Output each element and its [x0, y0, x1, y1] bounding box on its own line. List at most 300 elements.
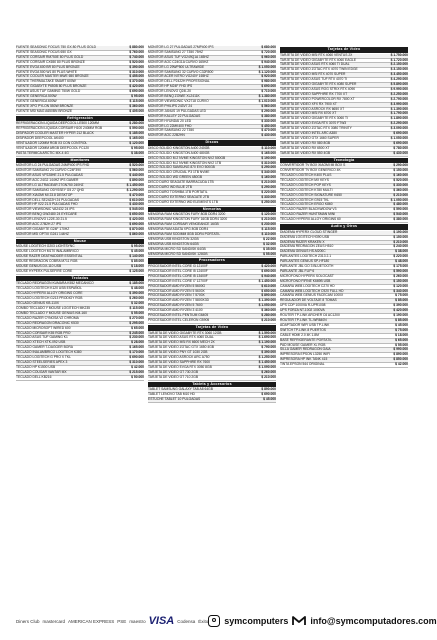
section-items	[280, 164, 408, 223]
product-name: TARJETA DE VIDEO ASUS RTX 4060 TI DUAL	[280, 62, 350, 67]
product-name: FUENTE COOLER MASTER MWE 650 BRONZE	[16, 74, 89, 79]
product-price: $ 310.000	[129, 69, 144, 74]
product-name: REFRIGERACION LIQUIDA DEEPCOOL LE500 120MM	[16, 121, 99, 126]
product-name: TARJETA DE VIDEO RX 550 4GB	[280, 150, 331, 155]
payment-brand-logo: Diners Club	[16, 618, 40, 624]
product-name: MONITOR LENOVO Q24I-20	[148, 89, 191, 94]
product-price: $ 610.000	[261, 283, 276, 288]
product-price: $ 230.000	[261, 222, 276, 227]
product-name: MONITOR SAMSUNG ODYSSEY G5 27 QHD	[16, 187, 85, 192]
product-price: $ 290.000	[261, 108, 276, 113]
product-name: TARJETA DE VIDEO POWERCOLOR RX 7800 XT	[280, 96, 355, 101]
product-price: $ 330.000	[261, 118, 276, 123]
product-name: DISCO SOLIDO M.2 NVME KINGSTON NV2 500GB	[148, 155, 226, 160]
product-name: PROCESADOR INTEL CORE I5 13400F	[148, 273, 208, 278]
product-name: MOUSE REDRAGON COBRA M711 RGB	[16, 259, 78, 264]
price-row	[148, 253, 276, 258]
product-price: $ 210.000	[393, 192, 408, 197]
product-name: CABLE HDMI 2.0 4K 1.8M	[280, 332, 319, 337]
product-name: TECLADO LOGITECH MX KEYS	[280, 177, 329, 182]
product-name: MONITOR LG 29WP500 ULTRAWIDE	[148, 64, 205, 69]
section-header: Tarjetas de Video	[148, 325, 276, 331]
product-name: TECLADO LOGITECH G915 TKL	[280, 197, 330, 202]
product-price: $ 42.000	[395, 362, 408, 367]
product-name: PROCESADOR INTEL CELERON G5905	[148, 318, 210, 322]
product-name: DISCO SOLIDO M.2 NVME KINGSTON NV2 1TB	[148, 160, 222, 165]
product-price: $ 420.000	[261, 264, 276, 269]
product-price: $ 690.000	[129, 89, 144, 94]
product-name: TECLADO LOGITECH K120 USB ESPAÑOL	[16, 286, 82, 291]
product-price: $ 720.000	[261, 49, 276, 54]
product-name: MONITOR LG 24 PULGADAS 24MP400 IPS FHD	[16, 163, 90, 168]
section-header: Tablets y Accesorios	[148, 382, 276, 388]
product-price: $ 470.000	[129, 192, 144, 197]
product-price: $ 210.000	[393, 239, 408, 244]
social-contacts	[208, 615, 436, 627]
product-price: $ 590.000	[393, 207, 408, 212]
product-price: $ 85.000	[131, 259, 144, 264]
product-name: TECLADO HYPERX ALLOY ORIGINS 60	[280, 217, 341, 222]
product-name: TARJETA DE VIDEO GT 730 2GB	[148, 369, 199, 374]
product-name: PROCESADOR INTEL CORE I5 12400F	[148, 268, 208, 273]
product-price: $ 710.000	[261, 89, 276, 94]
product-name: MOUSE HYPERX PULSEFIRE CORE	[16, 268, 73, 273]
product-name: MONITOR AOC 27B2H 27 IPS	[16, 222, 62, 227]
product-price: $ 280.000	[261, 313, 276, 318]
product-price: $ 230.000	[129, 335, 144, 340]
payment-brand-logo: mastercard	[42, 618, 66, 624]
product-name: DISCO SOLIDO KINGSTON A400 480GB	[148, 150, 210, 155]
product-name: TECLADO STEELSERIES APEX 3	[16, 359, 68, 364]
payment-brand-logo: AMERICAN EXPRESS	[68, 618, 115, 624]
product-price: $ 1.450.000	[258, 278, 276, 283]
section-header: Tecnología	[280, 158, 408, 164]
product-name: TARJETA DE VIDEO PNY GT 1030 2GB	[148, 350, 208, 355]
product-name: PROCESADOR INTEL PENTIUM G6405	[148, 313, 209, 318]
product-name: MEMORIA RAM KINGSTON FURY 16GB DDR4 3200	[148, 217, 228, 222]
product-name: TECLADO HP K1500 USB	[16, 364, 56, 369]
product-name: FUENTE GIGABYTE P650B 80 PLUS BRONZE	[16, 84, 87, 89]
product-price: $ 50.000	[131, 374, 144, 379]
product-price: $ 75.000	[395, 293, 408, 298]
product-name: UPS CDP 1000VA R-UPR1008	[280, 303, 326, 308]
product-name: MONITOR LG 22MK400 FHD	[148, 123, 192, 128]
product-price: $ 690.000	[393, 131, 408, 136]
product-name: TECLADO MICROSOFT WIRED 600	[16, 325, 71, 330]
product-price: $ 95.000	[131, 94, 144, 99]
product-name: TECLADO REDRAGON KUMARA K552 MECANICO	[16, 281, 94, 286]
product-name: UPS FORZA NT-1002 1000VA	[280, 308, 325, 313]
product-price: $ 140.000	[129, 254, 144, 259]
product-price: $ 48.000	[131, 286, 144, 291]
product-name: MONITOR DELL SE2422H 24 PULGADAS	[16, 197, 80, 202]
product-price: $ 250.000	[261, 199, 276, 204]
product-name: MONITOR ASUS TUF VG249Q1A 165HZ	[148, 54, 209, 59]
product-price: $ 260.000	[129, 296, 144, 301]
product-price: $ 165.000	[129, 345, 144, 350]
product-price: $ 32.000	[131, 301, 144, 306]
product-price: $ 590.000	[129, 126, 144, 131]
product-name: TECLADO XTECH XTK-092 USB	[16, 340, 66, 345]
product-price: $ 650.000	[129, 212, 144, 217]
product-price: $ 405.000	[129, 108, 144, 113]
section-items	[16, 282, 144, 380]
product-name: TARJETA DE VIDEO ZOTAC RTX 4070 TWIN EDGE	[280, 67, 358, 72]
product-price: $ 175.000	[393, 264, 408, 269]
product-name: MICROFONO HYPERX SOLOCAST	[280, 273, 334, 278]
product-price: $ 610.000	[129, 197, 144, 202]
product-name: DISCO DURO WD BLUE 2TB	[148, 185, 192, 190]
product-name: SWITCH TP-LINK 8 PUERTOS	[280, 327, 326, 332]
product-price: $ 1.450.000	[258, 359, 276, 364]
product-price: $ 1.050.000	[390, 136, 408, 140]
product-name: MONITOR JANUS 19 PULGADAS LED	[148, 108, 207, 113]
payment-brands	[16, 615, 208, 627]
product-name: MONITOR SAMSUNG 22 T350	[148, 128, 195, 133]
product-name: MONITOR AOC 22B2HN	[148, 133, 185, 138]
product-name: FUENTE EVGA 500 W1 80 PLUS WHITE	[16, 69, 78, 74]
product-name: FUENTE SEASONIC FOCUS 750 GX 80 PLUS GOLD	[16, 45, 97, 49]
section-items	[16, 46, 144, 115]
product-name: DISCO SOLIDO KINGSTON A400 240GB	[148, 145, 210, 150]
product-price: $ 430.000	[393, 150, 408, 155]
product-name: DISCO SOLIDO CRUCIAL P3 1TB NVME	[148, 170, 210, 175]
product-name: CAMARA WEB GENIUS FACECAM 1000X	[280, 293, 344, 298]
product-price: $ 370.000	[129, 79, 144, 84]
product-name: FUENTE THERMALTAKE SMART 600W	[16, 79, 76, 84]
price-row	[16, 233, 144, 238]
price-column	[16, 46, 144, 403]
product-price: $ 890.000	[261, 387, 276, 392]
product-price: $ 960.000	[261, 54, 276, 59]
product-name: TECLADO DELL KB216	[16, 374, 52, 379]
product-name: MONITOR BENQ GW2480 24 EYECARE	[16, 212, 77, 217]
product-price: $ 1.890.000	[390, 116, 408, 121]
product-name: TARJETA DE VIDEO MSI RTX 4070 SUPER	[280, 72, 346, 77]
product-name: DIADEMA HYPERX CLOUD STINGER	[280, 229, 338, 234]
product-name: TARJETA DE VIDEO ASUS TUF RTX 4070 TI	[280, 77, 348, 82]
product-price: $ 760.000	[129, 49, 144, 54]
product-price: $ 1.690.000	[258, 335, 276, 340]
product-price: $ 690.000	[393, 140, 408, 145]
product-name: COMBO TECLADO Y MOUSE LOGITECH MK235	[16, 305, 91, 310]
product-price: $ 160.000	[261, 175, 276, 180]
product-name: PARLANTE JBL GO 3 BLUETOOTH	[280, 264, 334, 269]
product-price: $ 850.000	[393, 357, 408, 362]
product-name: MONITOR LG 27 PULGADAS 27MP400 IPS	[148, 45, 214, 49]
product-name: TARJETA DE VIDEO GIGABYTE RTX 4060 EAGLE	[280, 57, 357, 62]
product-price: $ 2.790.000	[390, 96, 408, 101]
product-price: $ 245.000	[129, 330, 144, 335]
product-price: $ 940.000	[261, 59, 276, 64]
product-price: $ 260.000	[261, 369, 276, 374]
product-name: TECLADO INALAMBRICO LOGITECH K380	[16, 350, 82, 355]
product-name: TECLADO CORSAIR K55 RGB PRO	[16, 330, 71, 335]
product-price: $ 165.000	[129, 136, 144, 140]
product-name: MONITOR HYUNDAI 20 LED	[148, 118, 192, 123]
product-price: $ 190.000	[393, 313, 408, 318]
product-name: TABLET LENOVO TAB M10 HD	[148, 392, 195, 397]
price-row	[148, 376, 276, 381]
product-name: FUENTE EVGA 600 BR 80 PLUS BRONZE	[16, 64, 80, 69]
product-name: TINTA EPSON 544 ORIGINAL	[280, 362, 325, 367]
section-header: Monitores	[16, 158, 144, 164]
product-price: $ 330.000	[261, 194, 276, 199]
product-name: TECLADO RAZER CYNOSA V2 CHROMA	[16, 315, 79, 320]
price-row	[148, 319, 276, 324]
product-price: $ 360.000	[129, 103, 144, 108]
price-row	[16, 270, 144, 275]
product-price: $ 340.000	[261, 170, 276, 175]
product-name: FUENTE GENERICA 500W	[16, 94, 57, 99]
product-price: $ 28.000	[131, 340, 144, 345]
product-name: MOUSE LOGITECH G203 LIGHTSYNC	[16, 244, 75, 249]
product-price: $ 1.120.000	[258, 69, 276, 74]
product-price: $ 420.000	[129, 217, 144, 222]
product-price: $ 215.000	[129, 369, 144, 374]
product-name: DISCO SOLIDO SAMSUNG 870 EVO 500GB	[148, 165, 215, 170]
price-row	[16, 152, 144, 157]
product-price: $ 690.000	[129, 355, 144, 360]
product-price: $ 75.000	[395, 327, 408, 332]
product-price: $ 210.000	[261, 318, 276, 322]
price-column	[280, 46, 408, 403]
email-link[interactable]: info@symcomputadores.com	[310, 616, 437, 626]
product-name: PROCESADOR AMD RYZEN 5 7600	[148, 303, 203, 308]
section-header: Procesadores	[148, 258, 276, 264]
product-price: $ 185.000	[129, 281, 144, 286]
section-items	[148, 213, 276, 257]
section-items	[148, 332, 276, 381]
product-name: TECLADO LOGITECH POP KEYS	[280, 182, 331, 187]
product-name: TARJETA DE VIDEO GT 710 2GB	[148, 374, 199, 379]
product-price: $ 360.000	[261, 308, 276, 313]
product-name: TECLADO LOGITECH K780 MULTI	[280, 187, 333, 192]
product-price: $ 290.000	[261, 185, 276, 190]
product-price: $ 470.000	[261, 128, 276, 133]
product-price: $ 85.000	[395, 298, 408, 303]
product-price: $ 520.000	[393, 177, 408, 182]
product-name: TECLADO LOGITECH SIGNATURE K650	[280, 192, 342, 197]
product-name: PROCESADOR AMD RYZEN 5 5600X	[148, 288, 205, 293]
product-price: $ 1.190.000	[258, 340, 276, 345]
payment-brand-logo: Codensa	[177, 618, 196, 624]
section-items	[16, 164, 144, 238]
product-name: MONITOR DELL P2422H PROFESIONAL	[148, 79, 210, 84]
product-name: PROCESADOR INTEL CORE I3 12100F	[148, 264, 208, 269]
product-price: $ 115.000	[129, 305, 144, 310]
product-name: DIADEMA RAZER KRAKEN X	[280, 239, 325, 244]
product-price: $ 455.000	[129, 74, 144, 79]
product-price: $ 590.000	[393, 268, 408, 273]
section-header: Teclados	[16, 276, 144, 282]
product-price: $ 42.000	[131, 364, 144, 369]
product-price: $ 38.000	[131, 150, 144, 155]
product-price: $ 1.290.000	[126, 187, 144, 192]
instagram-handle[interactable]: symcomputers	[224, 616, 289, 626]
product-price: $ 18.000	[131, 264, 144, 269]
product-price: $ 440.000	[129, 173, 144, 178]
product-name: MONITOR HP M24F FHD IPS	[148, 84, 193, 89]
product-price: $ 295.000	[129, 320, 144, 325]
product-price: $ 980.000	[261, 79, 276, 84]
footer	[16, 608, 437, 634]
product-price: $ 65.000	[395, 337, 408, 342]
product-price: $ 450.000	[261, 123, 276, 128]
product-name: MOUSE GENIUS DX-110 USB	[16, 264, 62, 269]
product-name: DIADEMA LOGITECH H390 USB	[280, 234, 330, 239]
product-price: $ 940.000	[261, 273, 276, 278]
product-name: MOUSE RAZER DEATHADDER ESSENTIAL	[16, 254, 83, 259]
product-price: $ 390.000	[393, 303, 408, 308]
product-price: $ 390.000	[129, 64, 144, 69]
product-name: ROUTER TP-LINK TL-WR840N	[280, 318, 327, 322]
product-name: MONITOR LENOVO L22E-30 21.5	[16, 217, 67, 222]
product-name: REGULADOR DE VOLTAJE 8 TOMAS	[280, 298, 337, 303]
product-price: $ 125.000	[129, 268, 144, 273]
product-price: $ 1.720.000	[390, 57, 408, 62]
product-price: $ 3.990.000	[390, 101, 408, 106]
product-price: $ 210.000	[261, 180, 276, 185]
product-price: $ 260.000	[393, 273, 408, 278]
payment-brand-logo: Éxito	[198, 618, 209, 624]
product-price: $ 690.000	[261, 84, 276, 89]
product-price: $ 170.000	[129, 350, 144, 355]
product-name: MEMORIA RAM ADATA XPG 8GB DDR4	[148, 227, 209, 231]
product-name: TARJETA DE VIDEO ZOTAC GTX 1650 4GB	[148, 345, 214, 350]
product-price: $ 150.000	[393, 278, 408, 283]
product-price: $ 560.000	[261, 103, 276, 108]
product-name: DISCO DURO TOSHIBA 1TB PORTATIL	[148, 189, 208, 194]
product-name: DISIPADOR DEEPCOOL AK400	[16, 136, 64, 140]
product-name: TECLADO LOGITECH G PRO X TKL	[16, 355, 71, 360]
product-price: $ 420.000	[393, 308, 408, 313]
product-name: PASTA TERMICA ARCTIC MX-4 4G	[16, 150, 69, 155]
product-price: $ 890.000	[393, 352, 408, 357]
product-price: $ 190.000	[261, 155, 276, 160]
mail-icon	[292, 616, 306, 626]
product-price: $ 690.000	[129, 222, 144, 227]
product-name: TARJETA DE VIDEO ASUS ROG STRIX RTX 4090	[280, 86, 356, 91]
section-header: Mouse	[16, 239, 144, 245]
section-items	[148, 388, 276, 403]
product-name: TARJETA DE VIDEO ZOTAC RTX 3080 TRINITY	[280, 126, 352, 131]
product-name: FUENTE CORSAIR RM750E 80 PLUS GOLD	[16, 54, 84, 59]
product-name: VENTILADOR 120MM ARGB DEEPCOOL FC120	[16, 145, 89, 150]
product-price: $ 990.000	[393, 347, 408, 352]
product-price: $ 2.150.000	[390, 62, 408, 67]
product-price: $ 270.000	[129, 315, 144, 320]
product-price: $ 1.450.000	[126, 182, 144, 187]
product-price: $ 870.000	[129, 227, 144, 231]
product-name: MICROFONO FIFINE K669B USB	[280, 278, 331, 283]
product-price: $ 1.050.000	[258, 303, 276, 308]
product-price: $ 430.000	[129, 202, 144, 207]
product-price: $ 860.000	[129, 231, 144, 236]
product-name: ESTUCHE TABLET 10 PULGADAS	[148, 396, 201, 401]
product-price: $ 880.000	[129, 45, 144, 49]
product-name: MONITOR ACER NITRO VG240Y 165HZ	[148, 74, 209, 79]
product-name: TARJETA DE VIDEO MSI RX 6700 XT	[280, 111, 337, 116]
product-name: VENTILADOR 120MM RGB X3 CON CONTROL	[16, 140, 88, 145]
product-name: PROCESADOR INTEL CORE I7 12700F	[148, 278, 208, 283]
product-price: $ 1.050.000	[390, 197, 408, 202]
product-price: $ 120.000	[261, 212, 276, 217]
price-row	[280, 363, 408, 368]
section-items	[148, 265, 276, 324]
product-name: ADAPTADOR WIFI USB TP-LINK	[280, 322, 330, 327]
product-name: MONITOR GIGABYTE G24F 170HZ	[16, 227, 70, 231]
product-price: $ 35.000	[263, 246, 276, 251]
product-name: MONITOR ASUS VP228HE 21.5 PULGADAS	[16, 173, 83, 178]
product-name: TABLET SAMSUNG GALAXY TAB A8 64GB	[148, 387, 213, 392]
product-name: FUENTE MSI MAG A650BN BRONZE	[16, 108, 73, 113]
price-row	[148, 398, 276, 403]
product-price: $ 330.000	[393, 182, 408, 187]
section-header: Audio y Otros	[280, 224, 408, 230]
product-price: $ 690.000	[261, 392, 276, 397]
product-price: $ 210.000	[261, 374, 276, 379]
product-price: $ 540.000	[393, 212, 408, 217]
product-price: $ 390.000	[129, 291, 144, 296]
product-price: $ 420.000	[129, 84, 144, 89]
product-price: $ 1.790.000	[390, 111, 408, 116]
product-name: TECLADO REDRAGON DRACONIC K530	[16, 320, 79, 325]
product-price: $ 2.290.000	[390, 121, 408, 126]
product-price: $ 1.250.000	[258, 355, 276, 360]
product-name: TARJETA DE VIDEO GIGABYTE RTX 4080 SUPER	[280, 82, 357, 87]
product-name: PROCESADOR AMD RYZEN 5 5600G	[148, 283, 206, 288]
product-name: TECLADO LOGITECH ERGO K860	[280, 202, 333, 207]
product-price: $ 45.000	[263, 396, 276, 401]
section-header: Memorias	[148, 207, 276, 213]
product-price: $ 280.000	[129, 121, 144, 126]
product-name: MEMORIA RAM KINGSTON FURY 8GB DDR4 3200	[148, 212, 226, 217]
product-name: TECLADO LOGITECH G213 PRODIGY RGB	[16, 296, 83, 301]
payment-brand-logo: VISA	[148, 615, 175, 627]
product-name: MONITOR AOC C24G1A CURVO 165HZ	[148, 59, 209, 64]
product-name: REFRIGERACION LIQUIDA CORSAIR H100 240MM RGB	[16, 126, 103, 131]
product-name: TARJETA DE VIDEO MSI RTX 4060 VENTUS 2X	[280, 52, 353, 57]
product-name: TECLADO GAMER T-DAGGER BORA	[16, 345, 73, 350]
product-name: MONITOR SAMSUNG 24 CURVO C24F390	[16, 168, 81, 173]
product-price: $ 32.000	[263, 241, 276, 246]
product-name: MONITOR VIEWSONIC VA2432 24 IPS	[16, 207, 75, 212]
product-name: SILLA GAMER REDRAGON GAIA	[280, 347, 331, 352]
instagram-icon	[208, 615, 220, 627]
product-price: $ 9.990.000	[390, 86, 408, 91]
product-price: $ 55.000	[131, 310, 144, 315]
product-price: $ 210.000	[261, 217, 276, 222]
product-price: $ 160.000	[393, 173, 408, 178]
product-name: TARJETA DE VIDEO RX 6500 XT	[280, 145, 330, 150]
product-name: CAMARA WEB LOGITECH C920 FULL HD	[280, 288, 344, 293]
product-name: TARJETA DE VIDEO MSI RX 6600 MECH 2X	[148, 340, 215, 345]
price-row	[16, 376, 144, 381]
product-name: DISCO SOLIDO WD GREEN 480GB	[148, 175, 203, 180]
product-price: $ 3.150.000	[390, 67, 408, 72]
product-price: $ 690.000	[261, 268, 276, 273]
product-price: $ 150.000	[393, 168, 408, 173]
product-name: FUENTE CORSAIR CX650 80 PLUS BRONZE	[16, 59, 85, 64]
product-name: MONITOR PHILIPS 243V7 24	[148, 103, 193, 108]
product-price: $ 680.000	[261, 45, 276, 49]
product-price: $ 48.000	[395, 259, 408, 264]
product-price: $ 65.000	[131, 325, 144, 330]
product-price: $ 380.000	[393, 217, 408, 222]
product-name: MEMORIA RAM SODIMM 8GB DDR4 PORTATIL	[148, 231, 221, 236]
product-price: $ 5.890.000	[390, 82, 408, 87]
